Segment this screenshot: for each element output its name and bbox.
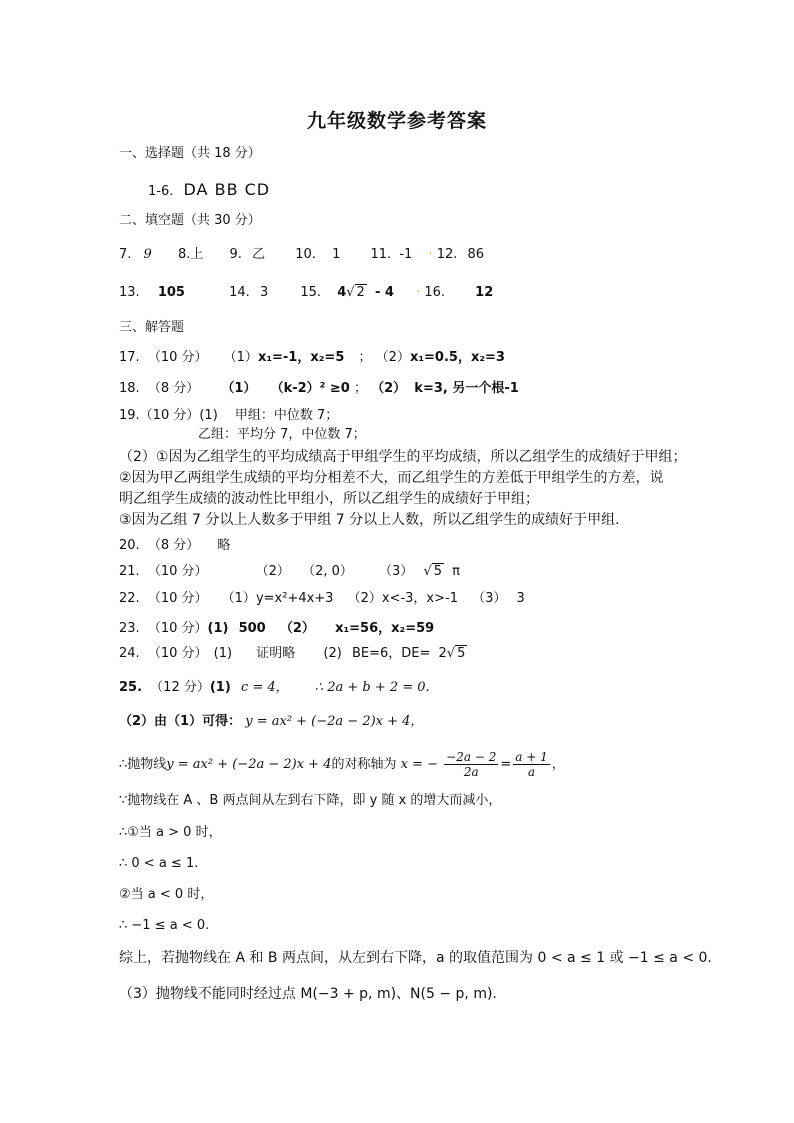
q24-rad-coef: 2 (438, 646, 447, 661)
q10-number: 10. (295, 247, 316, 262)
q24-radicand: 5 (457, 646, 466, 661)
choice-answer-letters: DA BB CD (183, 180, 271, 199)
section-heading-solve: 三、解答题 (119, 320, 185, 335)
q21-part3: （3） (379, 564, 414, 579)
q20-row (119, 538, 230, 554)
q25-score: （12 分） (150, 680, 210, 695)
q21-radicand: 5 (433, 564, 443, 579)
q15-number: 15. (300, 285, 322, 300)
q22-number: 22. (119, 591, 140, 606)
q21-part2: （2） (255, 564, 290, 579)
page-title: 九年级数学参考答案 (306, 110, 487, 132)
q23-row (119, 621, 434, 637)
q25-fraction-1-num: −2a − 2 (446, 750, 497, 764)
q25-row5: ∴①当 a > 0 时， (119, 825, 222, 840)
q25-row7: ②当 a < 0 时， (119, 887, 214, 902)
q24-part2: (2) (323, 646, 342, 661)
q20-answer: 略 (217, 538, 231, 553)
q18-result1: （k-2）² ≥0 (270, 381, 350, 396)
q18-part2: （2） (371, 381, 407, 396)
q25-row4: ∵抛物线在 A 、B 两点间从左到右下降，即 y 随 x 的增大而减小， (119, 793, 502, 808)
q25-axis-x: x = − (400, 757, 439, 772)
q25-row1 (119, 680, 430, 696)
q21-number: 21. (119, 564, 140, 579)
q17-result1: x₁=-1，x₂=5 (257, 350, 345, 365)
q20-number: 20. (119, 538, 140, 553)
q25-row8: ∴ −1 ≤ a < 0. (119, 918, 210, 933)
q24-row (119, 646, 467, 662)
q15-coef: 4 (337, 285, 347, 300)
q24-sqrt: √ 5 (446, 646, 466, 661)
q23-score: （10 分） (147, 621, 208, 636)
q19-line3: （2）①因为乙组学生的平均成绩高于甲组学生的平均成绩，所以乙组学生的成绩好于甲组； (119, 449, 687, 465)
q18-score: （8 分） (147, 381, 200, 396)
q23-result2: x₁=56，x₂=59 (335, 621, 435, 636)
q25-row3 (119, 748, 565, 782)
q21-result2: （2, 0） (302, 564, 353, 579)
q23-result1: 500 (238, 621, 266, 636)
q18-part1: （1） (221, 381, 257, 396)
q7-answer: 9 (143, 247, 152, 262)
q25-axis-mid: 的对称轴为 (331, 757, 397, 772)
section-heading-fill: 二、填空题（共 30 分） (119, 213, 261, 228)
q18-result2: k=3, 另一个根-1 (414, 381, 519, 396)
q19-line2: 乙组：平均分 7，中位数 7； (198, 427, 366, 442)
q22-row (119, 591, 525, 607)
q17-result2: x₁=0.5，x₂=3 (409, 350, 505, 365)
q25-parabola-eq: y = ax² + (−2a − 2)x + 4， (245, 714, 424, 729)
q14-answer: 3 (259, 285, 269, 300)
choice-answers (148, 182, 270, 200)
q24-result1: 证明略 (256, 646, 296, 661)
q20-score: （8 分） (147, 538, 200, 553)
q21-pi: π (452, 564, 460, 579)
q25-axis-end: ， (551, 757, 565, 772)
q25-fraction-2-num: a + 1 (515, 750, 548, 764)
q25-fraction-1-den: 2a (463, 765, 479, 779)
q12-answer: 86 (467, 247, 485, 262)
q17-score: （10 分） (147, 350, 208, 365)
q25-equals: = (500, 757, 512, 772)
q22-part2: （2） (347, 591, 382, 606)
q22-result1: y=x²+4x+3 (255, 591, 334, 606)
q9-answer: 乙 (252, 247, 266, 262)
q25-row9: 综上，若抛物线在 A 和 B 两点间，从左到右下降，a 的取值范围为 0 < a ≤ 1 或 −1 ≤ a < 0. (119, 950, 712, 966)
q16-answer: 12 (475, 285, 494, 300)
q17-number: 17. (119, 350, 140, 365)
q19-line6: ③因为乙组 7 分以上人数多于甲组 7 分以上人数，所以乙组学生的成绩好于甲组. (119, 512, 620, 528)
q16-number: 16. (424, 285, 446, 300)
q24-score: （10 分） (147, 646, 208, 661)
q17-row (119, 350, 505, 366)
q25-row6: ∴ 0 < a ≤ 1. (119, 856, 199, 871)
q21-score: （10 分） (147, 564, 208, 579)
q7-number: 7. (119, 247, 132, 262)
q25-row10: （3）抛物线不能同时经过点 M(−3 + p, m)、N(5 − p, m). (119, 986, 497, 1002)
q25-fraction-1 (444, 750, 498, 779)
q23-part2: （2） (279, 621, 315, 636)
q25-fraction-2 (513, 750, 549, 779)
stray-dot: · (428, 247, 433, 262)
q17-separator: ； (358, 350, 372, 365)
q25-part1: (1) (209, 680, 231, 695)
q22-result3: 3 (516, 591, 525, 606)
q13-number: 13. (119, 285, 140, 300)
q17-part2: （2） (375, 350, 410, 365)
q24-part1: (1) (213, 646, 233, 661)
q23-part1: (1) (207, 621, 229, 636)
q24-number: 24. (119, 646, 140, 661)
q19-line5: 明乙组学生成绩的波动性比甲组小，所以乙组学生的成绩好于甲组； (119, 491, 539, 507)
q13-answer: 105 (157, 285, 185, 300)
q25-c-value: c = 4， (240, 680, 289, 695)
q9-number: 9. (229, 247, 242, 262)
q21-row (119, 564, 460, 580)
q14-number: 14. (229, 285, 250, 300)
q15-radicand: 2 (356, 285, 365, 300)
q25-row2 (119, 714, 423, 730)
q18-separator: ； (353, 381, 367, 396)
q12-number: 12. (436, 247, 458, 262)
q25-number: 25. (119, 680, 143, 695)
q15-sqrt: √ 2 (346, 285, 365, 300)
q22-part3: （3） (472, 591, 507, 606)
q22-result2: x<-3，x>-1 (381, 591, 458, 606)
q25-fraction-2-den: a (527, 765, 536, 779)
q25-part2-intro: （2）由（1）可得： (119, 714, 242, 729)
q11-answer: -1 (399, 247, 413, 262)
q18-row (119, 381, 519, 397)
q18-number: 18. (119, 381, 140, 396)
q21-sqrt: √ 5 (423, 564, 443, 579)
choice-range: 1-6. (148, 184, 174, 199)
q8-answer: 上 (190, 247, 204, 262)
q22-score: （10 分） (147, 591, 208, 606)
q25-axis-intro: ∴抛物线 (119, 757, 167, 772)
q25-relation: ∴ 2a + b + 2 = 0. (314, 680, 430, 695)
q19-line1: 19.（10 分）(1) 甲组：中位数 7； (119, 408, 339, 423)
q10-answer: 1 (332, 247, 341, 262)
q25-axis-eq: y = ax² + (−2a − 2)x + 4 (166, 757, 332, 772)
q11-number: 11. (370, 247, 392, 262)
q8-number: 8. (177, 247, 191, 262)
section-heading-choice: 一、选择题（共 18 分） (119, 146, 261, 161)
q24-result2: BE=6，DE= (351, 646, 431, 661)
q15-rest: - 4 (374, 285, 394, 300)
fill-row-2 (119, 285, 493, 301)
q17-part1: （1） (223, 350, 258, 365)
q22-part1: （1） (221, 591, 256, 606)
fill-row-1 (119, 247, 484, 263)
stray-dot-2: · (416, 285, 421, 300)
q19-line4: ②因为甲乙两组学生成绩的平均分相差不大，而乙组学生的方差低于甲组学生的方差，说 (119, 470, 664, 486)
q23-number: 23. (119, 621, 140, 636)
